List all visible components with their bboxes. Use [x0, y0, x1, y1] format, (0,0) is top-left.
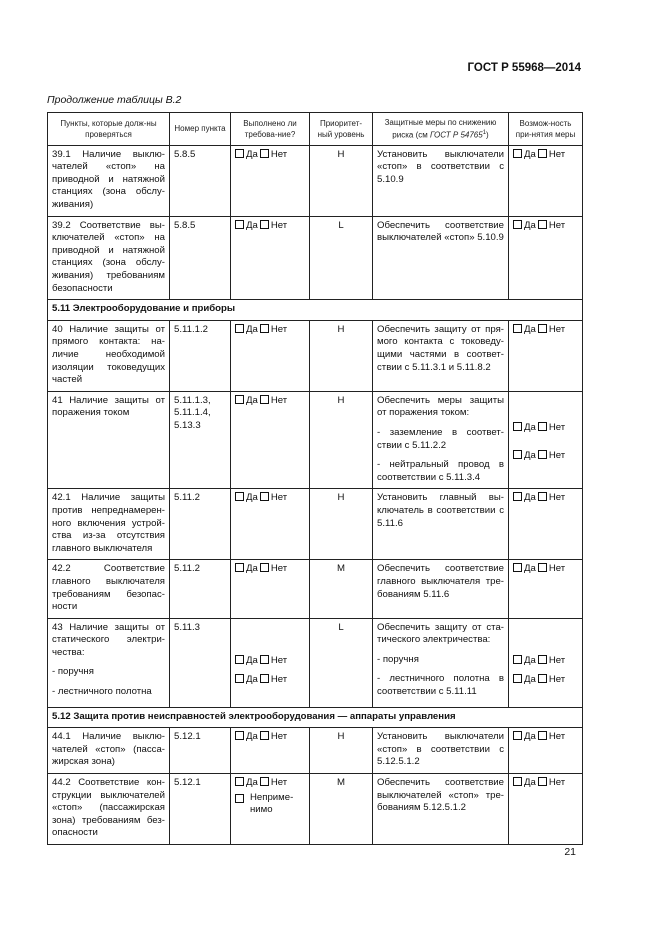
yes-checkbox[interactable]	[513, 220, 522, 229]
clause-number-cell: 5.8.5	[170, 216, 231, 300]
priority-cell: H	[310, 489, 373, 560]
item-sub: - лестничного полотна	[52, 686, 152, 698]
item-cell: 40 Наличие защиты от прямого контакта: на-личие необходимой изоляции токоведущих частей	[48, 320, 170, 391]
yes-checkbox[interactable]	[513, 674, 522, 683]
no-label: Нет	[270, 674, 288, 686]
item-cell	[48, 618, 170, 707]
feasibility-cell	[509, 145, 583, 216]
clause-number-cell: 5.8.5	[170, 145, 231, 216]
no-checkbox[interactable]	[538, 731, 547, 740]
item-cell: 41 Наличие защиты от поражения током	[48, 391, 170, 489]
measures-sub-item: - заземление в соответ-ствии с 5.11.2.2	[377, 426, 504, 451]
yes-label: Да	[246, 148, 258, 160]
not-applicable-label: Неприме-нимо	[250, 791, 294, 816]
yes-label: Да	[524, 421, 536, 433]
col-header-priority: Приоритет-ный уровень	[310, 113, 373, 146]
document-code: ГОСТ Р 55968—2014	[467, 62, 581, 74]
section-row	[48, 300, 583, 321]
table-row	[48, 560, 583, 618]
measures-sub-item: - поручня	[377, 653, 419, 665]
col-header-clause-number: Номер пункта	[170, 113, 231, 146]
yes-label: Да	[246, 777, 258, 789]
yes-label: Да	[524, 777, 536, 789]
yes-checkbox[interactable]	[235, 324, 244, 333]
yes-label: Да	[524, 731, 536, 743]
clause-number-cell: 5.12.1	[170, 774, 231, 845]
item-cell: 39.1 Наличие выклю-чателей «стоп» на приводной и натяжной станциях (зона обслу-живания)	[48, 145, 170, 216]
yes-checkbox[interactable]	[513, 655, 522, 664]
feasibility-cell	[509, 728, 583, 774]
item-intro: 43 Наличие защиты от статического электри-чества:	[52, 621, 165, 658]
no-checkbox[interactable]	[538, 777, 547, 786]
priority-cell: H	[310, 728, 373, 774]
measures-sub-item: - нейтральный провод в соответствии с 5.11.3.4	[377, 459, 504, 483]
no-label: Нет	[270, 394, 288, 406]
yes-checkbox[interactable]	[235, 731, 244, 740]
feasibility-cell	[509, 489, 583, 560]
priority-cell: H	[310, 320, 373, 391]
measures-header-ref: ГОСТ Р 54765	[429, 130, 483, 140]
table-row	[48, 728, 583, 774]
done-cell	[231, 728, 310, 774]
no-label: Нет	[548, 731, 566, 743]
no-label: Нет	[548, 450, 566, 462]
measures-cell: Установить выключатели «стоп» в соответствии с 5.12.5.1.2	[373, 728, 509, 774]
item-cell: 39.2 Соответствие вы-ключателей «стоп» на приводной и натяжной станциях (зона обслу-живания) требованиям безопасности	[48, 216, 170, 300]
yes-label: Да	[246, 394, 258, 406]
clause-number: 5.11.1.3,	[174, 394, 211, 406]
done-cell	[231, 489, 310, 560]
yes-checkbox[interactable]	[513, 731, 522, 740]
clause-number-cell: 5.11.2	[170, 489, 231, 560]
section-title: 5.12 Защита против неисправностей электрооборудования — аппараты управления	[48, 707, 583, 728]
col-header-measures	[373, 113, 509, 146]
no-checkbox[interactable]	[260, 655, 269, 664]
yes-checkbox[interactable]	[235, 149, 244, 158]
clause-number-cell: 5.11.1.2	[170, 320, 231, 391]
yes-checkbox[interactable]	[513, 563, 522, 572]
clause-number-cell: 5.12.1	[170, 728, 231, 774]
yes-label: Да	[246, 492, 258, 504]
no-checkbox[interactable]	[538, 655, 547, 664]
measures-header-close: )	[486, 130, 489, 140]
yes-checkbox[interactable]	[235, 777, 244, 786]
col-header-items: Пункты, которые долж-ны проверяться	[48, 113, 170, 146]
yes-checkbox[interactable]	[235, 674, 244, 683]
yes-label: Да	[246, 219, 258, 231]
item-cell: 42.2 Соответствие главного выключателя требованиям безопас-ности	[48, 560, 170, 618]
yes-checkbox[interactable]	[513, 450, 522, 459]
priority-cell: L	[310, 618, 373, 707]
measures-intro: Обеспечить меры защиты от поражения током:	[377, 394, 504, 419]
done-cell	[231, 618, 310, 707]
clause-number-cell: 5.11.2	[170, 560, 231, 618]
feasibility-cell	[509, 216, 583, 300]
done-cell	[231, 774, 310, 845]
no-checkbox[interactable]	[260, 674, 269, 683]
yes-label: Да	[524, 492, 536, 504]
feasibility-cell	[509, 391, 583, 489]
no-checkbox[interactable]	[538, 563, 547, 572]
no-checkbox[interactable]	[260, 149, 269, 158]
measures-header-text: Защитные меры по снижению риска (см	[384, 118, 497, 140]
no-label: Нет	[548, 654, 566, 666]
yes-label: Да	[524, 450, 536, 462]
feasibility-cell	[509, 560, 583, 618]
feasibility-cell	[509, 774, 583, 845]
no-checkbox[interactable]	[260, 395, 269, 404]
measures-cell: Обеспечить соответствие выключателей «стоп» тре-бованиям 5.12.5.1.2	[373, 774, 509, 845]
no-label: Нет	[270, 492, 288, 504]
no-label: Нет	[548, 777, 566, 789]
table-row	[48, 216, 583, 300]
item-cell: 44.1 Наличие выклю-чателей «стоп» (пасса-жирская зона)	[48, 728, 170, 774]
yes-label: Да	[246, 563, 258, 575]
page-number: 21	[564, 846, 576, 858]
measures-sub-item: - лестничного полотна в соответствии с 5.11.11	[377, 673, 504, 698]
yes-label: Да	[246, 731, 258, 743]
feasibility-cell	[509, 320, 583, 391]
no-label: Нет	[548, 492, 566, 504]
no-label: Нет	[270, 148, 288, 160]
clause-number-cell: 5.11.3	[170, 618, 231, 707]
no-checkbox[interactable]	[538, 422, 547, 431]
done-cell	[231, 320, 310, 391]
item-sub: - поручня	[52, 666, 94, 678]
yes-checkbox[interactable]	[235, 220, 244, 229]
table-header-row	[48, 113, 583, 146]
measures-intro: Обеспечить защиту от ста-тического электричества:	[377, 621, 504, 646]
no-label: Нет	[270, 731, 288, 743]
no-label: Нет	[270, 654, 288, 666]
table-row	[48, 489, 583, 560]
priority-cell: M	[310, 560, 373, 618]
col-header-done: Выполнено ли требова-ние?	[231, 113, 310, 146]
done-cell	[231, 560, 310, 618]
done-cell	[231, 391, 310, 489]
no-label: Нет	[548, 674, 566, 686]
no-label: Нет	[548, 421, 566, 433]
measures-cell: Обеспечить защиту от пря-мого контакта с токоведу-щими частями в соответ-ствии с 5.11.3.1 и 5.11.8.2	[373, 320, 509, 391]
no-label: Нет	[548, 323, 566, 335]
item-cell: 44.2 Соответствие кон-струкции выключателей «стоп» (пассажирская зона) требованиям без-опасности	[48, 774, 170, 845]
yes-checkbox[interactable]	[513, 324, 522, 333]
yes-checkbox[interactable]	[235, 655, 244, 664]
footnote-marker: 1	[482, 130, 487, 136]
no-label: Нет	[548, 219, 566, 231]
priority-cell: L	[310, 216, 373, 300]
no-checkbox[interactable]	[538, 450, 547, 459]
yes-checkbox[interactable]	[235, 563, 244, 572]
no-label: Нет	[270, 219, 288, 231]
not-applicable-checkbox[interactable]	[235, 794, 244, 803]
yes-checkbox[interactable]	[235, 395, 244, 404]
priority-cell: H	[310, 391, 373, 489]
no-checkbox[interactable]	[260, 220, 269, 229]
measures-cell	[373, 618, 509, 707]
done-cell	[231, 216, 310, 300]
item-cell: 42.1 Наличие защиты против непреднамерен-ного включения устрой-ства из-за отсутствия главного выключателя	[48, 489, 170, 560]
priority-cell: H	[310, 145, 373, 216]
no-checkbox[interactable]	[260, 324, 269, 333]
yes-checkbox[interactable]	[513, 422, 522, 431]
yes-label: Да	[524, 563, 536, 575]
col-header-feasibility: Возмож-ность при-нятия меры	[509, 113, 583, 146]
yes-checkbox[interactable]	[513, 492, 522, 501]
no-checkbox[interactable]	[260, 492, 269, 501]
no-checkbox[interactable]	[260, 777, 269, 786]
yes-checkbox[interactable]	[235, 492, 244, 501]
measures-cell: Установить выключатели «стоп» в соответствии с 5.10.9	[373, 145, 509, 216]
no-checkbox[interactable]	[538, 324, 547, 333]
yes-label: Да	[524, 148, 536, 160]
no-label: Нет	[270, 563, 288, 575]
no-checkbox[interactable]	[538, 492, 547, 501]
table-row	[48, 774, 583, 845]
no-label: Нет	[270, 777, 288, 789]
clause-number: 5.11.1.4,	[174, 407, 211, 419]
measures-cell	[373, 391, 509, 489]
section-title: 5.11 Электрооборудование и приборы	[48, 300, 583, 321]
clause-number: 5.13.3	[174, 419, 201, 431]
yes-label: Да	[524, 654, 536, 666]
no-checkbox[interactable]	[538, 220, 547, 229]
table-row	[48, 320, 583, 391]
yes-checkbox[interactable]	[513, 777, 522, 786]
priority-cell: M	[310, 774, 373, 845]
table-caption: Продолжение таблицы В.2	[47, 94, 182, 106]
table-row	[48, 391, 583, 489]
yes-label: Да	[524, 323, 536, 335]
done-cell	[231, 145, 310, 216]
no-checkbox[interactable]	[538, 674, 547, 683]
section-row	[48, 707, 583, 728]
feasibility-cell	[509, 618, 583, 707]
yes-label: Да	[524, 674, 536, 686]
yes-label: Да	[246, 323, 258, 335]
no-label: Нет	[270, 323, 288, 335]
table-row	[48, 145, 583, 216]
clause-number-cell	[170, 391, 231, 489]
no-label: Нет	[548, 563, 566, 575]
yes-checkbox[interactable]	[513, 149, 522, 158]
checklist-table	[47, 112, 583, 845]
yes-label: Да	[246, 674, 258, 686]
measures-cell: Установить главный вы-ключатель в соответствии с 5.11.6	[373, 489, 509, 560]
no-checkbox[interactable]	[260, 563, 269, 572]
no-label: Нет	[548, 148, 566, 160]
measures-cell: Обеспечить соответствие выключателей «стоп» 5.10.9	[373, 216, 509, 300]
yes-label: Да	[524, 219, 536, 231]
no-checkbox[interactable]	[538, 149, 547, 158]
no-checkbox[interactable]	[260, 731, 269, 740]
table-row	[48, 618, 583, 707]
yes-label: Да	[246, 654, 258, 666]
measures-cell: Обеспечить соответствие главного выключателя тре-бованиям 5.11.6	[373, 560, 509, 618]
